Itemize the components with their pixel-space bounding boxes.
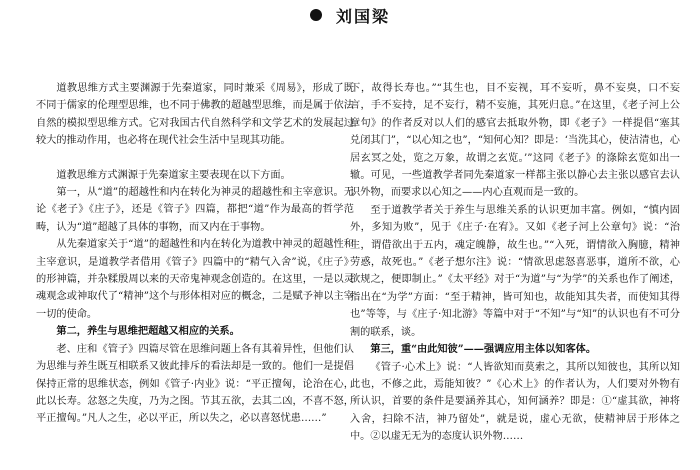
- body-paragraph: 老、庄和《管子》四篇尽管在思维问题上各有其着异性，但他们认为思维与养生既互相联系又彼此排斥的看法却是一致的。他们一是提倡保持正常的思维状态，例如《管子·内业》说：“平正擅匈，论治在心，此以长寿。忿怒之失度，乃为之图。节其五欲，去其二凶，不喜不怒，平正擅匈。”凡人之生，必以平正，所以失之，必以喜怒忧患……”: [36, 343, 354, 425]
- body-paragraph: 下，故得长寿也。”“其生也，目不妄视，耳不妄听，鼻不妄臭，口不妄言，手不妄持，足不妄行，精不妄施，其死归息。”在这里，《老子河上公章句》的作者反对以人们的感官去抵取外物，即《老子》一样提倡“塞其兑闭其门”，“以心知之也”，“知何心知？即是：‘当洗其心，使洁清也，心居玄冥之处，览之万象，故谓之玄览。’”这同《老子》的涤除玄览如出一辙。可见，一些道教学者同先秦道家一样都主张以静心去主张以感官去认识外物，而要求以心知之——内心直观而是一致的。: [350, 83, 680, 199]
- bullet-icon: [310, 9, 322, 21]
- right-column: [350, 80, 680, 446]
- section-heading: 第三，重“由此知彼”——强调应用主体以知客体。: [370, 343, 597, 356]
- lead-paragraph: 道教思维方式渊源于先秦道家主要表现在以下方面。: [56, 169, 291, 181]
- body-paragraph: 《管子·心术上》说：“人皆欲知而莫索之，其所以知彼也，其所以知此也，不修之此，焉能知彼？”《心术上》的作者认为，人们要对外物有所认识，首要的条件是要涵养其心，知何涵养？即是：①“虚其欲，神将入舍，扫除不洁，神乃留处”，就是说，虚心无欲，使精神居于形体之中。②以虚无无为的态度认识外物……: [350, 361, 680, 443]
- section-heading: 第二，养生与思维把超越又相应的关系。: [56, 325, 240, 338]
- author-name: 刘国梁: [335, 6, 390, 26]
- body-paragraph: 从先秦道家关于“道”的超越性和内在转化为道教中神灵的超越性和主宰意识，是道教学者借用《管子》四篇中的“精气入舍”说，《庄子》的形神篇，并杂糅殷周以来的天帝鬼神观念创造的。在这里，一是以灵魂观念或神取代了“精神”这个与形体相对应的概念，二是赋予神以主宰一切的使命。: [36, 239, 354, 320]
- author-bar: [0, 0, 700, 30]
- left-column: [36, 80, 354, 428]
- body-paragraph: 第一，从“道”的超越性和内在转化为神灵的超越性和主宰意识。无论《老子》《庄子》，还是《管子》四篇，都把“道”作为最高的哲学范畴，认为“道”超越了具体的事物，而又内在于事物。: [36, 187, 354, 233]
- body-paragraph: 至于道教学者关于养生与思维关系的认识更加丰富。例如，“慎内固外，多知为败”，见于《庄子·在宥》。又如《老子河上公章句》说：“治生，谓借欲出于五内，魂定魄静，故生也。”“入死，谓情欲入胸臆，精神劳惑，故死也。”《老子想尔注》说：“情欲思虑怒喜恶事，道所不欲，心欲规之，便即制止。”《太平经》对于“为道”与“为学”的关系也作了阐述，指出在“为学”方面：“至于精神，皆可知也，故能知其失者，而使知其得也”等等，与《庄子·知北游》等篇中对于“不知”与“知”的认识也有不可分割的联系，谈。: [350, 204, 680, 338]
- intro-paragraph: 道教思维方式主要渊源于先秦道家，同时兼采《周易》，形成了既不同于儒家的伦理型思维，也不同于佛教的超越型思维，而是属于依法自然的模拟型思维方式。它对我国古代自然科学和文学艺术的发展起过较大的推动作用，也必将在现代社会生活中呈现其功能。: [36, 83, 354, 147]
